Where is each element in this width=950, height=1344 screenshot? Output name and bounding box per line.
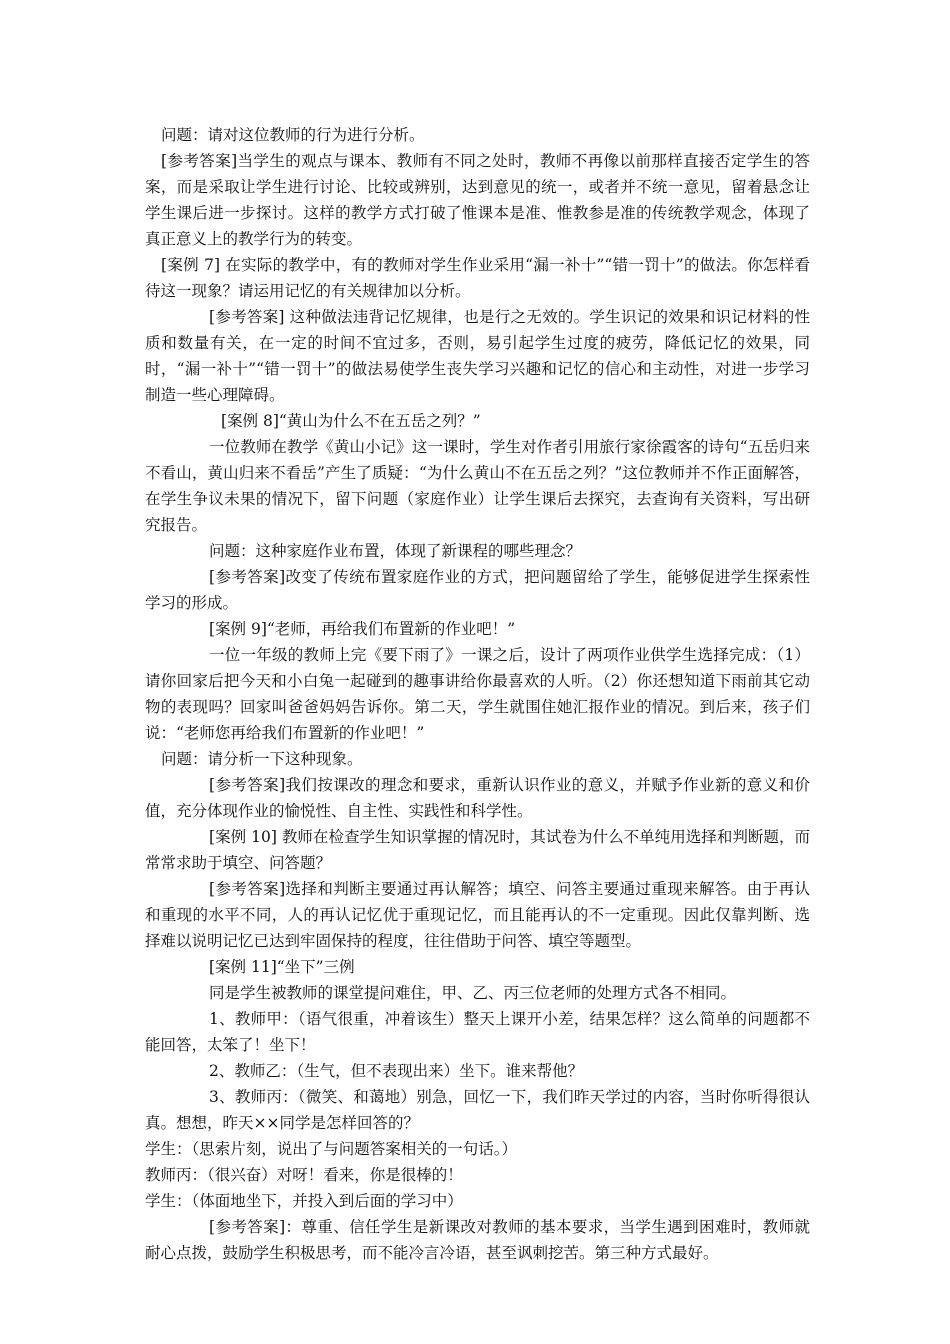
case-8-heading: [案例 8]“黄山为什么不在五岳之列？” [221,412,481,430]
case-7-paragraph: [案例 7] 在实际的教学中，有的教师对学生作业采用“漏一补十”“错一罚十”的做法。你怎样看待这一现象？请运用记忆的有关规律加以分析。 [145,256,810,300]
dialogue-line: 教师丙：（很兴奋）对呀！看来，你是很棒的！ [145,1166,463,1184]
case-11-item-1: 1、教师甲：（语气很重，冲着该生）整天上课开小差，结果怎样？这么简单的问题都不能回答，太笨了！坐下！ [145,1010,810,1054]
dialogue-line: 学生：（思索片刻，说出了与问题答案相关的一句话。） [145,1140,518,1158]
answer-paragraph: [参考答案]我们按课改的理念和要求，重新认识作业的意义，并赋予作业新的意义和价值，充分体现作业的愉悦性、自主性、实践性和科学性。 [145,776,810,820]
case-11-item-2: 2、教师乙：（生气，但不表现出来）坐下。谁来帮他？ [209,1062,584,1080]
answer-paragraph: [参考答案]：尊重、信任学生是新课改对教师的基本要求，当学生遇到困难时，教师就耐心点拨，鼓励学生积极思考，而不能冷言冷语，甚至讽刺挖苦。第三种方式最好。 [145,1218,810,1262]
case-11-intro: 同是学生被教师的课堂提问难住，甲、乙、丙三位老师的处理方式各不相同。 [209,984,737,1002]
answer-paragraph: [参考答案]当学生的观点与课本、教师有不同之处时，教师不再像以前那样直接否定学生的答案，而是采取让学生进行讨论、比较或辨别，达到意见的统一，或者并不统一意见，留着悬念让学生课后进一步探讨。这样的教学方式打破了惟课本是准、惟教参是准的传统教学观念，体现了真正意义上的教学行为的转变。 [145,152,810,248]
case-8-body: 一位教师在教学《黄山小记》这一课时，学生对作者引用旅行家徐霞客的诗句“五岳归来不看山，黄山归来不看岳”产生了质疑：“为什么黄山不在五岳之列？”这位教师并不作正面解答，在学生争议未果的情况下，留下问题（家庭作业）让学生课后去探究，去查询有关资料，写出研究报告。 [145,438,810,534]
dialogue-line: 学生：（体面地坐下，并投入到后面的学习中） [145,1192,463,1210]
case-9-heading: [案例 9]“老师，再给我们布置新的作业吧！” [209,620,516,638]
case-9-body: 一位一年级的教师上完《要下雨了》一课之后，设计了两项作业供学生选择完成：（1）请你回家后把今天和小白兔一起碰到的趣事讲给你最喜欢的人听。（2）你还想知道下雨前其它动物的表现吗？回家叫爸爸妈妈告诉你。第二天，学生就围住她汇报作业的情况。到后来，孩子们说：“老师您再给我们布置新的作业吧！” [145,646,810,742]
answer-paragraph: [参考答案]改变了传统布置家庭作业的方式，把问题留给了学生，能够促进学生探索性学习的形成。 [145,568,810,612]
document-page [145,122,810,1266]
question-paragraph: 问题：请分析一下这种现象。 [161,750,363,768]
question-paragraph: 问题：请对这位教师的行为进行分析。 [161,126,425,144]
case-11-item-3: 3、教师丙：（微笑、和蔼地）别急，回忆一下，我们昨天学过的内容，当时你听得很认真。想想，昨天××同学是怎样回答的？ [145,1088,810,1132]
answer-paragraph: [参考答案] 这种做法违背记忆规律，也是行之无效的。学生识记的效果和识记材料的性质和数量有关，在一定的时间不宜过多，否则，易引起学生过度的疲劳，降低记忆的效果，同时，“漏一补十”“错一罚十”的做法易使学生丧失学习兴趣和记忆的信心和主动性，对进一步学习制造一些心理障碍。 [145,308,810,404]
case-11-heading: [案例 11]“坐下”三例 [209,958,355,976]
answer-paragraph: [参考答案]选择和判断主要通过再认解答；填空、问答主要通过重现来解答。由于再认和重现的水平不同，人的再认记忆优于重现记忆，而且能再认的不一定重现。因此仅靠判断、选择难以说明记忆已达到牢固保持的程度，往往借助于问答、填空等题型。 [145,880,810,950]
question-paragraph: 问题：这种家庭作业布置，体现了新课程的哪些理念？ [209,542,582,560]
case-10-paragraph: [案例 10] 教师在检查学生知识掌握的情况时，其试卷为什么不单纯用选择和判断题，而常常求助于填空、问答题？ [145,828,810,872]
